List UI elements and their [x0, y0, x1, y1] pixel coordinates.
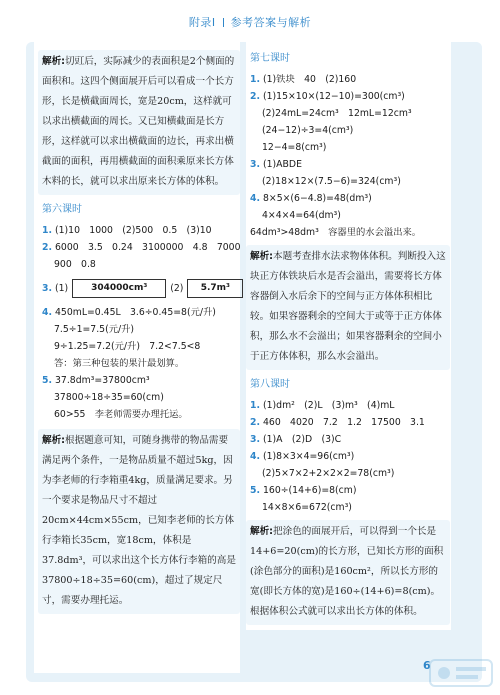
answer-item — [250, 431, 446, 448]
analysis-block-4 — [246, 520, 450, 625]
header-separator — [223, 18, 224, 27]
item-text: (1)15×10×(12−10)=300(cm³) — [263, 91, 405, 102]
answer-item — [250, 414, 446, 431]
item-number: 1. — [250, 74, 261, 85]
answer-line: (2)5×7×2+2×2×2=78(cm³) — [262, 468, 395, 479]
answer-line: 60>55 李老师需要办理托运。 — [54, 409, 188, 420]
watermark-icon — [428, 656, 494, 690]
answer-line: (2)18×12×(7.5−6)=324(cm³) — [262, 176, 401, 187]
item-number: 2. — [250, 417, 261, 428]
analysis-block-3 — [246, 245, 450, 370]
header-title: 参考答案与解析 — [230, 16, 312, 29]
answer-line: 4×4×4=64(dm³) — [262, 210, 341, 221]
part-label: (2) — [170, 283, 184, 294]
item-number: 3. — [42, 283, 53, 294]
analysis-block-1 — [38, 50, 240, 195]
item-number: 5. — [250, 485, 261, 496]
item-text: (1)铁块 40 (2)160 — [263, 74, 357, 85]
item-text: (1)ABDE — [263, 159, 302, 170]
section-title-lesson6: 第六课时 — [42, 204, 82, 215]
item-number: 2. — [42, 242, 53, 253]
answer-item — [250, 397, 446, 414]
item-text: 450mL=0.45L 3.6÷0.45=8(元/升) — [55, 307, 216, 318]
item-text: (1)dm² (2)L (3)m³ (4)mL — [263, 400, 395, 411]
analysis-label: 解析: — [250, 251, 274, 262]
answer-item — [250, 448, 446, 465]
item-number: 4. — [42, 307, 53, 318]
answer-item — [42, 222, 236, 239]
left-column — [42, 50, 241, 620]
answer-item — [42, 372, 236, 389]
side-strip — [451, 42, 482, 682]
answer-item — [42, 304, 236, 321]
analysis-text: 把涂色的面展开后，可以得到一个长是14+6=20(cm)的长方形，已知长方形的面积(涂色部分的面积)是160cm²，所以长方形的宽(即长方体的宽)是160÷(14+6)=8(cm)。根据体积公式就可以求出长方体的体积。 — [250, 526, 444, 617]
header-appendix: 附录Ⅰ — [188, 16, 216, 29]
item-text: (1)10 1000 (2)500 0.5 (3)10 — [55, 225, 212, 236]
answer-line: 12−4=8(cm³) — [262, 142, 327, 153]
item-number: 3. — [250, 159, 261, 170]
analysis-block-2 — [38, 429, 240, 614]
part-label: (1) — [55, 283, 69, 294]
item-text: 160÷(14+6)=8(cm) — [263, 485, 357, 496]
section-title-lesson7: 第七课时 — [250, 53, 290, 64]
analysis-text: 根据题意可知，可随身携带的物品需要满足两个条件，一是物品质量不超过5kg，因为李老师的行李箱重4kg，质量满足要求。另一个要求是物品尺寸不超过20cm×44cm×55cm，已知李老师的长方体行李箱长35cm，宽18cm，体积是37.8dm³，可以求出这个长方体行李箱的高是37800÷18÷35=60(cm)，超过了规定尺寸，需要办理托运。 — [42, 435, 236, 606]
answer-item — [250, 156, 446, 173]
answer-item — [250, 482, 446, 499]
answer-line: 14×8×6=672(cm³) — [262, 502, 352, 513]
answer-line: (2)24mL=24cm³ 12mL=12cm³ — [262, 108, 412, 119]
answer-line: 900 0.8 — [54, 259, 96, 270]
answer-line: 答：第三种包装的果汁最划算。 — [54, 358, 185, 369]
analysis-text: 本题考查排水法求物体体积。判断投入这块正方体铁块后水是否会溢出，需要将长方体容器倒入水后余下的空间与正方体体积相比较。如果容器剩余的空间大于或等于正方体体积，那么水不会溢出；如果容器剩余的空间小于正方体体积，那么水会溢出。 — [250, 251, 446, 362]
answer-line: 9÷1.25=7.2(元/升) 7.2<7.5<8 — [54, 341, 201, 352]
item-number: 4. — [250, 193, 261, 204]
item-text: 8×5×(6−4.8)=48(dm³) — [263, 193, 372, 204]
answer-item — [250, 88, 446, 105]
answer-item — [250, 190, 446, 207]
item-number: 2. — [250, 91, 261, 102]
item-text: (1)A (2)D (3)C — [263, 434, 342, 445]
answer-box: 5.7m³ — [187, 279, 243, 298]
answer-line: 64dm³>48dm³ 容器里的水会溢出来。 — [250, 227, 422, 238]
answer-box: 304000cm³ — [72, 279, 166, 298]
item-number: 5. — [42, 375, 53, 386]
item-text: 37.8dm³=37800cm³ — [55, 375, 150, 386]
right-column — [250, 50, 446, 631]
item-text: (1)8×3×4=96(cm³) — [263, 451, 355, 462]
item-text: 460 4020 7.2 1.2 17500 3.1 — [263, 417, 425, 428]
item-number: 1. — [250, 400, 261, 411]
page-header — [0, 14, 500, 30]
analysis-label: 解析: — [250, 526, 274, 537]
analysis-label: 解析: — [42, 56, 66, 67]
item-number: 1. — [42, 225, 53, 236]
analysis-label: 解析: — [42, 435, 66, 446]
item-text: 6000 3.5 0.24 3100000 4.8 7000 — [55, 242, 241, 253]
answer-item — [250, 71, 446, 88]
answer-line: 37800÷18÷35=60(cm) — [54, 392, 164, 403]
section-title-lesson8: 第八课时 — [250, 379, 290, 390]
analysis-text: 切豇后，实际减少的表面积是2个侧面的面积和。这四个侧面展开后可以看成一个长方形，长是横截面周长，宽是20cm，这样就可以求出横截面的周长。又已知横截面是长方形，这样就可以求出横截面的边长，再求出横截面的面积，再用横截面的面积乘原来长方体木料的长，就可以求出原来长方体的体积。 — [42, 56, 235, 187]
page-number: 6 — [423, 659, 431, 672]
answer-item — [42, 239, 241, 256]
item-number: 4. — [250, 451, 261, 462]
item-number: 3. — [250, 434, 261, 445]
answer-item — [42, 277, 236, 300]
answer-line: (24−12)÷3=4(cm³) — [262, 125, 354, 136]
answer-line: 7.5÷1=7.5(元/升) — [54, 324, 135, 335]
